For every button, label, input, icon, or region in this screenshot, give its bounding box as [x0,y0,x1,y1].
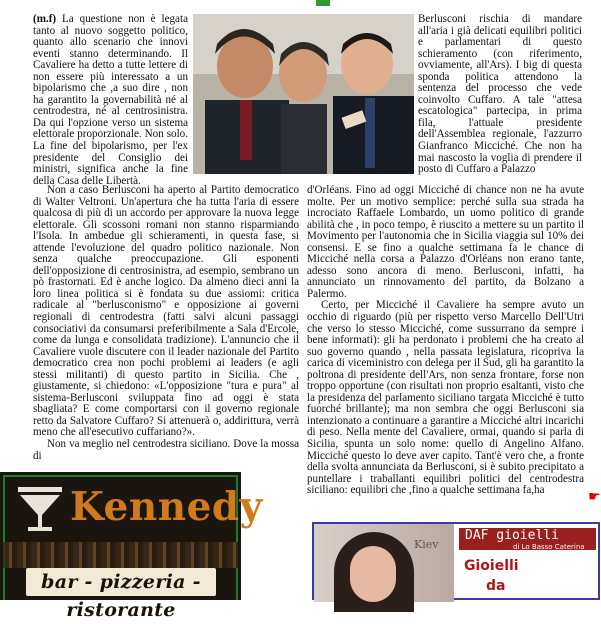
article-paragraph-r3: Certo, per Micciché il Cavaliere ha sempre avuto un occhio di riguardo (più per rispetto verso Marcello Dell'Utri che verso lo stesso Micciché, come sussurrano da sempre i bene informati): gli ha perdonato i problemi che ha creato al suo governo quando , nella passata legislatura, ricopriva la carica di viceministro con delega per il Sud, gli ha garantito la poltrona di presidente dell'Ars, non senza frontare, forse non troppo opportune (con risultati non proprio esaltanti, visto che la presidenza del parlamento siciliano targata Micciché è tutto fuorché brillante); ma non sembra che oggi Berlusconi sia intenzionato a continuare a garantire a Micciché altri incarichi di peso. Nella mente del Cavaliere, ormai, quando si parla di Sicilia, spunta un solo nome: quello di Angelino Alfano. Micciché questo lo deve aver capito. Tant'è vero che, a fronte della svolta annunciata da Berlusconi, si è subito precipitato a puntellare i traballanti equilibri politici del centrodestra siciliano: equilibri che ,fino a qualche settimana fa,ha [307,299,584,497]
article-paragraph-r2: d'Orléans. Fino ad oggi Micciché di chance non ne ha avute molte. Per un motivo semplice: perché sulla sua strada ha incrociato Raffaele Lombardo, un uomo politico di grande abilità che , in poco tempo, è riuscito a mettere su un partito il Movimento per l'autonomia che in Sicilia viaggia sul 10% dei consensi. E se fino a qualche settimana fa le chance di Micciché nella corsa a Palazzo d'Orléans non erano tante, adesso sono ancora di meno. Berlusconi, infatti, ha annunciato un rinnovamento del partito, da Bolzano a Palermo. [307,184,584,300]
author-initials: (m.f) [33,13,57,25]
restaurant-subtitle-banner: bar - pizzeria - ristorante [26,568,216,596]
article-column-left-bottom [33,185,299,462]
article-column-right-top [418,14,582,176]
article-paragraph-2: Non a caso Berlusconi ha aperto al Partito democratico di Walter Veltroni. Un'apertura che ha tutta l'aria di essere qualcosa di più di un accordo per approvare la nuova legge elettorale. Gli scossoni romani non stanno risparmiando l'Isola. In ambedue gli schieramenti, in questa fase, si attende l'evoluzione del quadro politico nazionale. Non senza qualche preoccupazione. Gli esponenti dell'opposizione di centrosinistra, ad esempio, sembrano un pò frastornati. Ed è anche logico. Da almeno dieci anni la loro linea politica si è fondata su due assiomi: critica radicale al "berlusconismo" e opposizione ai governi regionali di centrodestra (fatti salvi alcuni passaggi consociativi da consumarsi preferibilmente a Sala d'Ercole, come da lunga e consolidata tradizione). L'annuncio che il Cavaliere vuole discutere con il leader nazionale del Partito democratico crea non pochi problemi ai leaders (e agli stessi militanti) di questo partito in Sicilia. Che , giustamente, si chiedono: «L'opposizione "tura e pura" al sistema-Berlusconi sviluppata fino ad oggi è stata sbagliata? E come comportarsi con il governo regionale retto da Salvatore Cuffaro? Si attenuerà o, addirittura, verrà meno che all'esecutivo cuffariano?». [33,184,299,439]
top-accent-bar [0,0,600,10]
article-paragraph-1: (m.f) La questione non è legata tanto al nuovo soggetto politico, quanto allo scenario che innovi eventi stanno determinando. Il Cavaliere ha detto a tutte lettere di non essere più interessato a un bipolarismo che ,a suo dire , non ha garantito la governabilità né al centrodestra, né al centrosinistra. Da qui l'opzione verso un sistema elettorale proporzionale. Non solo. La fine del bipolarismo, per l'ex presidente del Consiglio dei ministri, significa anche la fine della Casa delle Libertà. [33,13,188,187]
article-column-right-bottom [307,185,584,497]
article-photo-illustration [193,14,414,174]
green-marker [316,0,330,6]
article-paragraph-3: Non va meglio nel centrodestra siciliano. Dove la mossa di [33,438,299,462]
brand-logo: Kiev [414,538,439,551]
kennedy-advertisement[interactable] [0,472,263,621]
article-photo [193,14,414,174]
cocktail-glass-icon [14,485,66,535]
article-column-left-top [33,14,188,187]
jewelry-headline-1: Gioielli [464,558,519,574]
restaurant-name: Kennedy [70,484,263,530]
pointing-hand-icon: ☛ [588,490,601,505]
jewelry-headline-2: da [486,578,506,594]
article-paragraph-r1: Berlusconi rischia di mandare all'aria i già delicati equilibri politici e parlamentari di questo schieramento (con riferimento, ovviamente, all'Ars). I big di questa sponda politica attendono la sentenza del processo che vede coinvolto Cuffaro. A tale "attesa escatologica" partecipa, in prima fila, l'attuale presidente dell'Assemblea regionale, l'azzurro Gianfranco Micciché. Che non ha mai nascosto la voglia di prendere il posto di Cuffaro a Palazzo [418,13,582,176]
brand-tag: DAF gioielli di Lo Basso Caterina [459,528,596,550]
model-photo [314,524,454,602]
model-face [350,546,396,602]
jewelry-advertisement[interactable] [312,522,600,600]
bar-shelves [3,542,238,568]
